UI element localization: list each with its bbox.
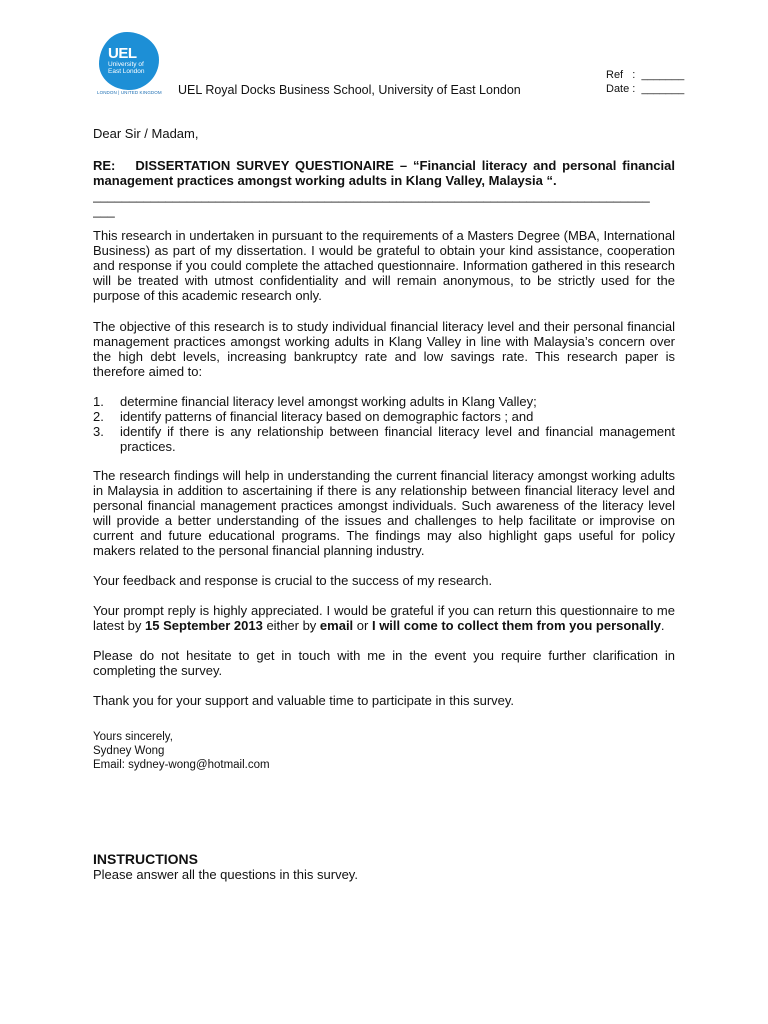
deadline-text-1: Your prompt reply is highly appreciated. I would be grateful if you can return this questionnaire to me latest by	[93, 603, 675, 633]
list-number: 3.	[93, 424, 104, 439]
deadline-text-2: either by	[262, 618, 320, 633]
logo-subtitle-line1: University of	[108, 61, 144, 68]
list-text: identify if there is any relationship between financial literacy level and financial management practices.	[120, 424, 675, 454]
sender-email: Email: sydney-wong@hotmail.com	[93, 759, 270, 771]
letter-body	[93, 126, 675, 882]
re-subject-line	[93, 158, 675, 188]
logo-subtitle	[108, 62, 145, 75]
paragraph-contact: Please do not hesitate to get in touch with me in the event you require further clarification in completing the survey.	[93, 648, 675, 678]
deadline-email: email	[319, 618, 354, 633]
school-name: UEL Royal Docks Business School, University of East London	[178, 83, 521, 97]
deadline-text-4: .	[660, 618, 665, 633]
instructions-text: Please answer all the questions in this survey.	[93, 867, 358, 882]
list-text: identify patterns of financial literacy based on demographic factors ; and	[120, 409, 534, 424]
deadline-collect: I will come to collect them from you personally	[371, 618, 661, 633]
logo-title: UEL	[108, 45, 137, 62]
separator-line-1: _____________________________________________________________________________	[93, 188, 650, 203]
ref-label: Ref : _______	[606, 69, 685, 81]
list-text: determine financial literacy level amongst working adults in Klang Valley;	[120, 394, 537, 409]
list-item	[93, 424, 675, 454]
paragraph-objective: The objective of this research is to study individual financial literacy level and their personal financial management practices amongst working adults in Klang Valley in line with Malaysia’s concern over the high debt levels, increasing bankruptcy rate and low savings rate. This research paper is therefore aimed to:	[93, 319, 675, 379]
paragraph-findings: The research findings will help in understanding the current financial literacy amongst working adults in Malaysia in addition to ascertaining if there is any relationship between financial literacy level and personal financial management practices amongst individuals. Such awareness of the literacy level will provide a better understanding of the issues and challenges to help facilitate or improvise on current and future educational programs. The findings may also highlight gaps useful for policy makers related to the personal financial planning industry.	[93, 468, 675, 558]
date-label: Date : _______	[606, 83, 685, 95]
ref-date-block	[606, 68, 684, 96]
deadline-date: 15 September 2013	[145, 618, 263, 633]
paragraph-deadline	[93, 603, 675, 633]
sender-name: Sydney Wong	[93, 745, 165, 757]
list-number: 1.	[93, 394, 104, 409]
paragraph-purpose: This research in undertaken in pursuant to the requirements of a Masters Degree (MBA, International Business) as part of my dissertation. I would be grateful to obtain your kind assistance, cooperation and response if you could complete the attached questionnaire. Information gathered in this research will be treated with utmost confidentiality and will remain anonymous, to be strictly used for the purpose of this academic research only.	[93, 228, 675, 303]
instructions-block	[93, 851, 675, 882]
instructions-title: INSTRUCTIONS	[93, 851, 198, 867]
greeting: Dear Sir / Madam,	[93, 126, 199, 141]
list-item	[93, 394, 675, 409]
paragraph-feedback: Your feedback and response is crucial to the success of my research.	[93, 573, 493, 588]
logo-subtitle-line2: East London	[108, 67, 145, 75]
objectives-list	[93, 394, 675, 454]
paragraph-thanks: Thank you for your support and valuable time to participate in this survey.	[93, 693, 515, 708]
list-number: 2.	[93, 409, 104, 424]
re-label: RE:	[93, 158, 116, 173]
uel-logo	[97, 32, 173, 95]
logo-footer: LONDON | UNITED KINGDOM	[97, 90, 162, 95]
list-item	[93, 409, 675, 424]
closing: Yours sincerely,	[93, 731, 173, 743]
re-subject: DISSERTATION SURVEY QUESTIONAIRE – “Financial literacy and personal financial management practices amongst working adults in Klang Valley, Malaysia “.	[93, 158, 675, 188]
deadline-text-3: or	[353, 618, 372, 633]
signature-block	[93, 730, 675, 772]
separator-line-2: ___	[93, 203, 115, 218]
